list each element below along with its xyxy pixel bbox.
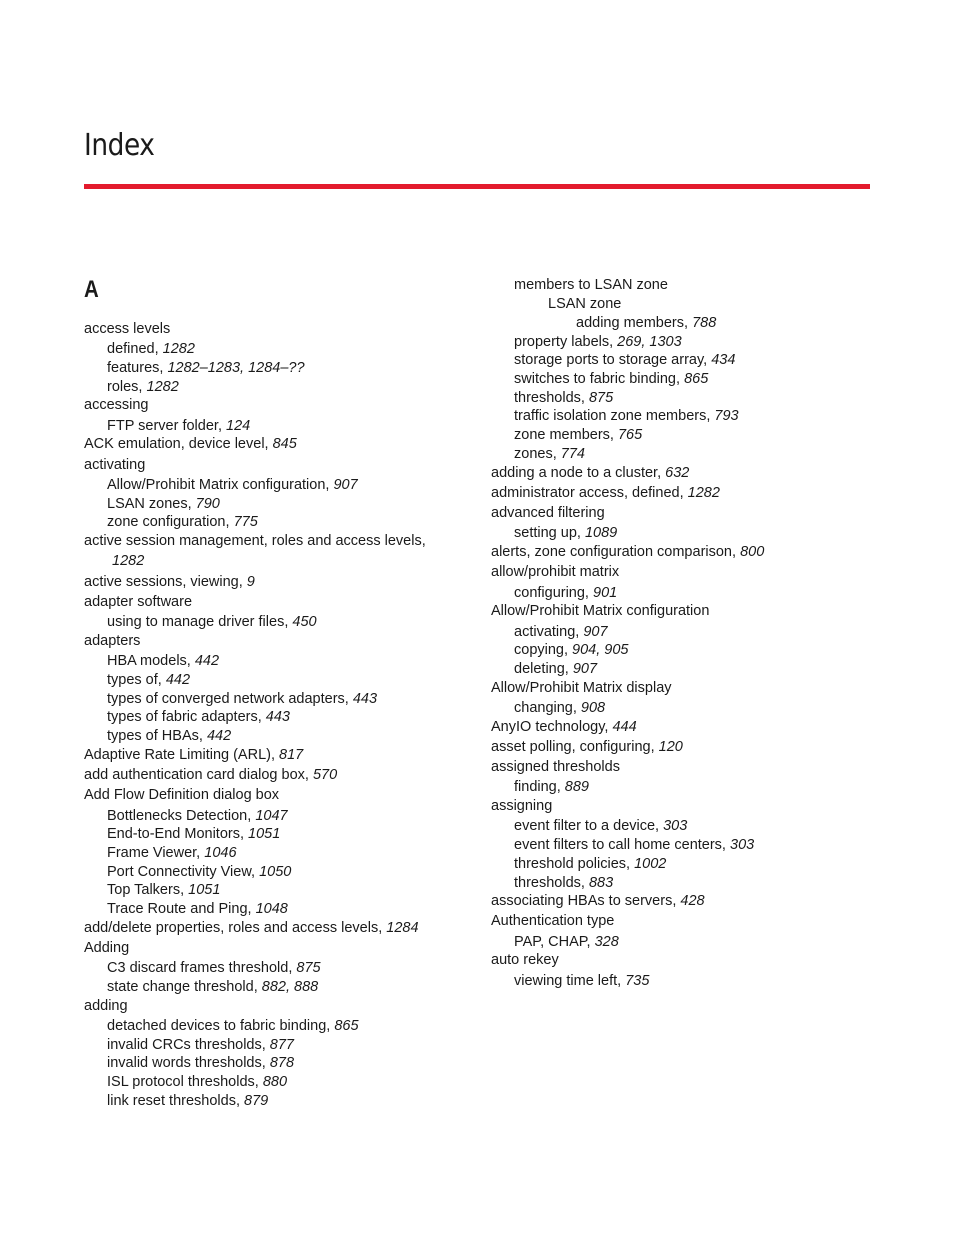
- index-entry: [107, 1017, 359, 1035]
- index-entry: [514, 660, 597, 678]
- index-entry: [84, 632, 140, 650]
- index-entry: [107, 652, 219, 670]
- index-entry: [491, 484, 720, 502]
- index-term: auto rekey: [491, 952, 559, 968]
- index-term: types of fabric adapters,: [107, 709, 266, 725]
- index-page-ref[interactable]: 882, 888: [261, 979, 319, 995]
- index-term: assigned thresholds: [491, 759, 620, 775]
- index-page-ref[interactable]: 1282: [112, 553, 145, 569]
- index-term: using to manage driver files,: [107, 614, 293, 630]
- index-term: Adding: [84, 940, 130, 956]
- index-term: types of converged network adapters,: [107, 691, 353, 707]
- index-entry: [107, 863, 291, 881]
- index-term: active sessions, viewing,: [84, 574, 247, 590]
- index-page-ref[interactable]: 428: [680, 893, 705, 909]
- index-term: deleting,: [514, 661, 573, 677]
- index-term: viewing time left,: [514, 973, 626, 989]
- index-term: types of,: [107, 672, 166, 688]
- index-term: associating HBAs to servers,: [491, 893, 681, 909]
- index-entry: [107, 340, 195, 358]
- index-page-ref[interactable]: 1089: [584, 525, 618, 541]
- index-term: ISL protocol thresholds,: [107, 1074, 263, 1090]
- index-page-ref[interactable]: 1282: [146, 379, 179, 395]
- index-entry: [107, 978, 318, 996]
- index-entry: [514, 584, 617, 602]
- index-entry: [491, 718, 637, 736]
- index-term: detached devices to fabric binding,: [107, 1018, 335, 1034]
- index-entry: [107, 900, 288, 918]
- index-page-ref[interactable]: 632: [665, 465, 690, 481]
- index-entry: [491, 464, 689, 482]
- index-term: switches to fabric binding,: [514, 371, 685, 387]
- index-term: adding a node to a cluster,: [491, 465, 666, 481]
- index-entry: [107, 378, 179, 396]
- index-entry: [84, 396, 148, 414]
- index-page-ref[interactable]: 908: [580, 700, 606, 716]
- index-page-ref[interactable]: 1282–1283, 1284–??: [167, 360, 305, 376]
- index-term: LSAN zone: [548, 296, 622, 312]
- index-page-ref[interactable]: 328: [594, 934, 619, 950]
- index-entry: [514, 370, 708, 388]
- index-page-ref[interactable]: 1051: [188, 882, 221, 898]
- index-page-ref[interactable]: 303: [730, 837, 755, 853]
- index-term: Top Talkers,: [107, 882, 189, 898]
- index-term: Add Flow Definition dialog box: [84, 787, 280, 803]
- index-term: threshold policies,: [514, 856, 635, 872]
- index-entry: [514, 276, 668, 294]
- index-term: ACK emulation, device level,: [84, 436, 273, 452]
- index-page-ref[interactable]: 1282: [687, 485, 720, 501]
- index-term: End-to-End Monitors,: [107, 826, 249, 842]
- index-term: adding members,: [576, 315, 693, 331]
- index-entry: [107, 807, 288, 825]
- index-entry: [514, 623, 608, 641]
- index-entry: [84, 456, 145, 474]
- index-page-ref[interactable]: 120: [658, 739, 683, 755]
- index-entry: [514, 817, 687, 835]
- index-page-ref[interactable]: 788: [692, 315, 717, 331]
- index-entry: [514, 972, 649, 990]
- index-term: state change threshold,: [107, 979, 262, 995]
- index-entry: [491, 563, 619, 581]
- index-entry: [514, 445, 585, 463]
- index-page-ref[interactable]: 775: [233, 514, 258, 530]
- index-term: Adaptive Rate Limiting (ARL),: [84, 747, 280, 763]
- index-entry: [84, 593, 192, 611]
- index-term: configuring,: [514, 585, 593, 601]
- index-term: thresholds,: [514, 875, 589, 891]
- index-term: property labels,: [514, 334, 618, 350]
- index-term: FTP server folder,: [107, 418, 226, 434]
- page-title: Index: [84, 128, 155, 163]
- index-page-ref[interactable]: 878: [269, 1055, 295, 1071]
- index-term: add/delete properties, roles and access levels,: [84, 920, 387, 936]
- index-entry: [107, 417, 250, 435]
- index-entry: [107, 1073, 287, 1091]
- index-page-ref[interactable]: 1050: [259, 864, 292, 880]
- index-term: accessing: [84, 397, 149, 413]
- section-letter: A: [84, 276, 99, 303]
- index-term: adding: [84, 998, 128, 1014]
- index-entry: [514, 699, 605, 717]
- index-term: Port Connectivity View,: [107, 864, 260, 880]
- index-entry: [107, 1054, 294, 1072]
- index-term: changing,: [514, 700, 581, 716]
- index-entry: [107, 690, 377, 708]
- index-entry: [84, 786, 279, 804]
- index-term: link reset thresholds,: [107, 1093, 245, 1109]
- index-entry: [84, 746, 303, 764]
- index-term: defined,: [107, 341, 163, 357]
- index-entry: [107, 1092, 268, 1110]
- index-entry: [107, 727, 231, 745]
- index-term: invalid CRCs thresholds,: [107, 1037, 270, 1053]
- index-term: zones,: [514, 446, 561, 462]
- index-term: C3 discard frames threshold,: [107, 960, 297, 976]
- index-term: administrator access, defined,: [491, 485, 688, 501]
- index-entry: [107, 513, 258, 531]
- index-page-ref[interactable]: 1046: [204, 845, 237, 861]
- index-term: AnyIO technology,: [491, 719, 613, 735]
- index-page-ref[interactable]: 865: [334, 1018, 359, 1034]
- index-entry: [514, 855, 666, 873]
- index-term: invalid words thresholds,: [107, 1055, 270, 1071]
- index-term: activating,: [514, 624, 584, 640]
- index-page-ref[interactable]: 442: [206, 728, 232, 744]
- index-term: allow/prohibit matrix: [491, 564, 620, 580]
- index-page-ref[interactable]: 442: [194, 653, 220, 669]
- index-term: Trace Route and Ping,: [107, 901, 256, 917]
- index-term: HBA models,: [107, 653, 195, 669]
- index-page-ref[interactable]: 1284: [386, 920, 419, 936]
- index-entry: [491, 738, 683, 756]
- index-entry: [107, 359, 305, 377]
- index-entry: [107, 708, 290, 726]
- index-entry: [491, 951, 559, 969]
- index-term: roles,: [107, 379, 147, 395]
- index-page-ref[interactable]: 883: [588, 875, 614, 891]
- index-term: finding,: [514, 779, 565, 795]
- index-page-ref[interactable]: 904, 905: [572, 642, 629, 658]
- index-page-ref[interactable]: 793: [714, 408, 739, 424]
- index-term: assigning: [491, 798, 553, 814]
- index-entry: [514, 524, 617, 542]
- index-term: active session management, roles and access levels,: [84, 533, 426, 549]
- index-entry: [491, 504, 605, 522]
- index-term: Authentication type: [491, 913, 615, 929]
- index-page-ref[interactable]: 889: [564, 779, 589, 795]
- index-page-ref[interactable]: 434: [711, 352, 736, 368]
- index-entry: [514, 389, 613, 407]
- index-term: access levels: [84, 321, 171, 337]
- index-entry: [84, 766, 337, 784]
- index-entry: [84, 573, 255, 591]
- index-entry: [491, 602, 709, 620]
- index-page-ref[interactable]: 907: [572, 661, 598, 677]
- index-entry: [491, 758, 620, 776]
- index-page-ref[interactable]: 877: [269, 1037, 294, 1053]
- index-page-ref[interactable]: 907: [583, 624, 608, 640]
- index-entry: [107, 495, 220, 513]
- index-page-ref[interactable]: 570: [312, 767, 338, 783]
- index-entry: [107, 844, 237, 862]
- index-entry: [514, 333, 682, 351]
- index-term: asset polling, configuring,: [491, 739, 659, 755]
- index-term: features,: [107, 360, 168, 376]
- index-entry: [491, 797, 552, 815]
- index-term: zone configuration,: [107, 514, 234, 530]
- index-entry: [514, 426, 642, 444]
- index-term: types of HBAs,: [107, 728, 207, 744]
- index-entry: [514, 778, 589, 796]
- index-entry: [107, 671, 190, 689]
- index-term: activating: [84, 457, 146, 473]
- index-page-ref[interactable]: 901: [593, 585, 618, 601]
- index-page-ref[interactable]: 817: [279, 747, 304, 763]
- index-page-ref[interactable]: 879: [244, 1093, 269, 1109]
- index-page-ref[interactable]: 875: [296, 960, 321, 976]
- index-term: event filter to a device,: [514, 818, 664, 834]
- index-term: thresholds,: [514, 390, 589, 406]
- index-entry: [84, 997, 128, 1015]
- index-page-ref[interactable]: 124: [226, 418, 251, 434]
- index-page-ref[interactable]: 444: [612, 719, 637, 735]
- index-page-ref[interactable]: 442: [165, 672, 191, 688]
- index-page-ref[interactable]: 765: [617, 427, 643, 443]
- index-entry: [514, 836, 754, 854]
- index-entry: [107, 1036, 294, 1054]
- index-term: adapter software: [84, 594, 193, 610]
- index-entry: [514, 407, 739, 425]
- index-page-ref[interactable]: 845: [272, 436, 297, 452]
- index-term: Allow/Prohibit Matrix display: [491, 680, 672, 696]
- index-page-ref[interactable]: 269, 1303: [617, 334, 682, 350]
- index-entry: [84, 919, 419, 937]
- index-entry: [107, 613, 317, 631]
- index-entry: [84, 532, 426, 550]
- index-entry: [576, 314, 716, 332]
- index-page-ref[interactable]: 443: [352, 691, 378, 707]
- index-page-ref[interactable]: 790: [195, 496, 220, 512]
- index-term: adapters: [84, 633, 141, 649]
- index-entry: [491, 892, 705, 910]
- index-page-ref[interactable]: 774: [560, 446, 585, 462]
- index-entry: [107, 825, 280, 843]
- index-entry: [514, 933, 619, 951]
- index-page-ref[interactable]: 735: [625, 973, 650, 989]
- index-entry: [491, 543, 764, 561]
- index-entry: [112, 552, 144, 570]
- index-entry: [84, 939, 129, 957]
- index-term: members to LSAN zone: [514, 277, 668, 293]
- index-page-ref[interactable]: 9: [246, 574, 255, 590]
- index-entry: [514, 351, 735, 369]
- index-page-ref[interactable]: 1048: [255, 901, 288, 917]
- index-entry: [107, 476, 358, 494]
- index-page-ref[interactable]: 1047: [255, 808, 288, 824]
- index-term: PAP, CHAP,: [514, 934, 595, 950]
- index-term: traffic isolation zone members,: [514, 408, 715, 424]
- index-term: Allow/Prohibit Matrix configuration,: [107, 477, 334, 493]
- index-term: zone members,: [514, 427, 618, 443]
- index-term: copying,: [514, 642, 573, 658]
- index-page-ref[interactable]: 303: [663, 818, 688, 834]
- index-term: event filters to call home centers,: [514, 837, 730, 853]
- index-term: Frame Viewer,: [107, 845, 205, 861]
- index-term: alerts, zone configuration comparison,: [491, 544, 741, 560]
- index-term: setting up,: [514, 525, 585, 541]
- index-entry: [514, 874, 613, 892]
- title-rule: [84, 184, 870, 189]
- index-term: LSAN zones,: [107, 496, 196, 512]
- index-page-ref[interactable]: 1002: [634, 856, 667, 872]
- index-page-ref[interactable]: 865: [684, 371, 709, 387]
- index-entry: [548, 295, 621, 313]
- index-entry: [491, 679, 672, 697]
- index-entry: [514, 641, 629, 659]
- index-page-ref[interactable]: 1282: [162, 341, 195, 357]
- index-entry: [491, 912, 614, 930]
- index-entry: [107, 959, 321, 977]
- index-entry: [84, 435, 297, 453]
- index-page-ref[interactable]: 880: [262, 1074, 288, 1090]
- index-page-ref[interactable]: 800: [740, 544, 765, 560]
- index-entry: [107, 881, 220, 899]
- index-term: Bottlenecks Detection,: [107, 808, 256, 824]
- index-page-ref[interactable]: 443: [265, 709, 290, 725]
- index-page-ref[interactable]: 907: [333, 477, 358, 493]
- index-term: storage ports to storage array,: [514, 352, 712, 368]
- index-page-ref[interactable]: 875: [588, 390, 614, 406]
- index-entry: [84, 320, 170, 338]
- index-term: add authentication card dialog box,: [84, 767, 313, 783]
- index-term: Allow/Prohibit Matrix configuration: [491, 603, 710, 619]
- index-page-ref[interactable]: 450: [292, 614, 317, 630]
- index-term: advanced filtering: [491, 505, 605, 521]
- index-page-ref[interactable]: 1051: [248, 826, 281, 842]
